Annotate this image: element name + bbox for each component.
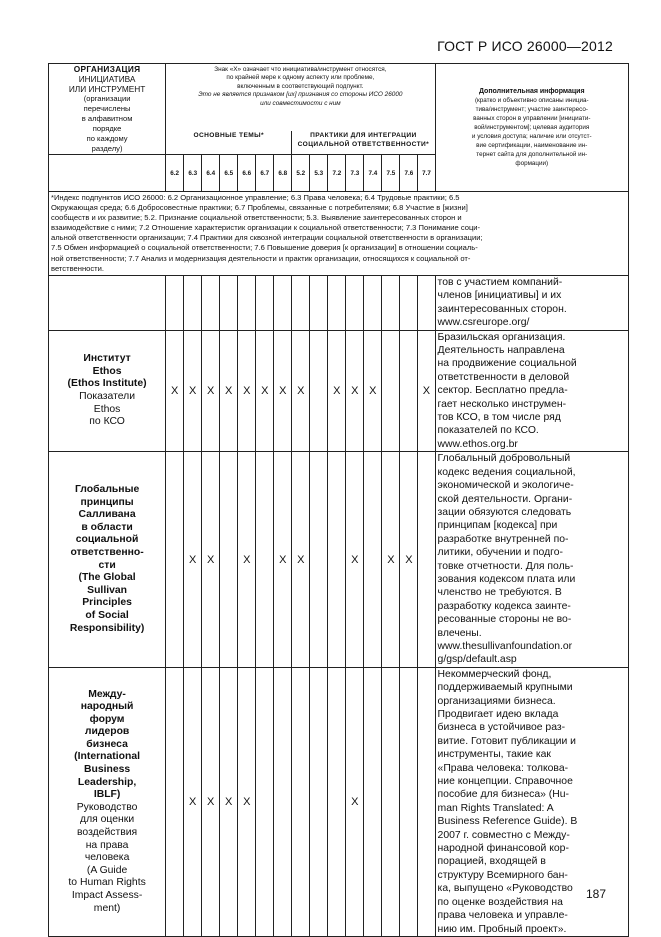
clause-code: 6.7 — [256, 155, 274, 192]
additional-info-cell — [435, 452, 628, 668]
info-line: Продвигает идею вклада — [437, 709, 559, 720]
clause-mark-cell — [400, 667, 418, 936]
info-line: литики, обучении и подго- — [437, 547, 563, 559]
info-line: инструменты, такие как — [437, 749, 551, 761]
info-line: кодекс ведения социальной, — [437, 466, 576, 478]
clause-mark-cell — [364, 276, 382, 331]
info-line: права человека и управле- — [437, 910, 568, 922]
clause-mark-cell — [310, 330, 328, 452]
clause-mark-cell: X — [166, 330, 184, 452]
info-line: на продвижение социальной — [437, 358, 577, 370]
website-url: www.ethos.org.br — [437, 438, 518, 450]
organization-name-line: Между- — [88, 688, 126, 700]
info-line: гает несколько инструмен- — [437, 398, 567, 410]
clause-code: 5.2 — [292, 155, 310, 192]
clause-mark-cell: X — [346, 330, 364, 452]
table-row — [49, 276, 629, 331]
info-line: порацией, входящей в — [437, 856, 546, 868]
core-subjects-group: ОСНОВНЫЕ ТЕМЫ* — [166, 131, 292, 154]
clause-mark-cell: X — [328, 330, 346, 452]
organization-name-line: сти — [98, 559, 116, 571]
instrument-name-line: человека — [84, 852, 130, 864]
info-line: народной финансовой кор- — [437, 843, 569, 855]
info-line: бизнеса в устойчивое раз- — [437, 722, 566, 734]
clause-mark-cell — [256, 667, 274, 936]
info-line: сектор. Бесплатно предла- — [437, 385, 568, 397]
clause-mark-cell: X — [220, 330, 238, 452]
additional-info-cell — [435, 330, 628, 452]
clause-mark-cell: X — [220, 667, 238, 936]
organization-name-line: Ethos — [92, 365, 122, 377]
clause-code: 6.2 — [166, 155, 184, 192]
clause-mark-cell: X — [238, 667, 256, 936]
organization-name-line: Глобальные — [74, 483, 140, 495]
organization-name-line: лидеров — [84, 726, 130, 738]
clause-mark-cell — [328, 667, 346, 936]
clause-mark-cell: X — [382, 452, 400, 668]
clause-mark-cell: X — [292, 330, 310, 452]
clause-code: 6.6 — [238, 155, 256, 192]
clause-mark-cell — [238, 276, 256, 331]
organization-name-line: Principles — [82, 597, 132, 609]
clause-mark-cell — [220, 452, 238, 668]
clause-mark-cell: X — [292, 452, 310, 668]
clause-code: 7.2 — [328, 155, 346, 192]
clause-mark-cell — [292, 667, 310, 936]
clause-mark-cell: X — [346, 452, 364, 668]
organization-name-line: бизнеса — [86, 738, 128, 750]
clause-mark-cell — [382, 330, 400, 452]
organization-name-line: ответственно- — [70, 546, 144, 558]
clause-code: 6.4 — [202, 155, 220, 192]
organization-name-line: Sullivan — [87, 584, 127, 596]
organization-name-line: в области — [81, 521, 133, 533]
info-line: зации обязуются следовать — [437, 506, 572, 518]
table-row — [49, 452, 629, 668]
info-line: тов КСО, в том числе ряд — [437, 412, 561, 424]
info-line: структуру Всемирного бан- — [437, 869, 568, 881]
clause-mark-cell — [310, 276, 328, 331]
info-line: Бразильская организация. — [437, 331, 566, 343]
org-column-title: ОРГАНИЗАЦИЯ ИНИЦИАТИВА ИЛИ ИНСТРУМЕНТ — [68, 64, 146, 94]
organization-name-line: народный — [80, 701, 134, 713]
instrument-name-line: (A Guide — [86, 864, 128, 876]
integration-practices-group: ПРАКТИКИ ДЛЯ ИНТЕГРАЦИИ СОЦИАЛЬНОЙ ОТВЕТСТВЕННОСТИ* — [292, 131, 435, 154]
info-line: членов [инициативы] и их — [437, 290, 562, 302]
clause-mark-cell — [418, 452, 435, 668]
organization-name-line: IBLF) — [93, 789, 121, 801]
clause-mark-cell — [220, 276, 238, 331]
clause-code: 7.5 — [382, 155, 400, 192]
clause-mark-cell — [328, 452, 346, 668]
info-line: нию им. Пробный проект». — [437, 923, 567, 935]
info-line: ка, выпущено «Руководство — [437, 883, 573, 895]
info-line: разработке внутренней по- — [437, 533, 569, 545]
organization-name-line: (The Global — [78, 572, 136, 584]
info-line: пособие для бизнеса» (Hu- — [437, 789, 569, 801]
header-row — [49, 64, 629, 132]
clause-mark-cell: X — [238, 452, 256, 668]
clause-mark-cell — [418, 667, 435, 936]
org-column-subtitle: (организации перечислены в алфавитном порядке по каждому разделу) — [81, 94, 133, 153]
clause-mark-cell — [166, 452, 184, 668]
clause-mark-cell — [274, 667, 292, 936]
clause-mark-cell — [310, 667, 328, 936]
table-row — [49, 667, 629, 936]
info-line: «Права человека: толкова- — [437, 762, 569, 774]
organization-name-line: Институт — [83, 353, 131, 365]
organization-name-line: принципы — [80, 496, 134, 508]
clause-mark-cell: X — [184, 667, 202, 936]
info-line: Деятельность направлена — [437, 345, 565, 357]
info-line: Business Reference Guide). В — [437, 816, 578, 828]
clause-mark-cell: X — [274, 330, 292, 452]
instrument-name-line: по КСО — [89, 416, 125, 428]
clause-code: 7.7 — [418, 155, 435, 192]
clause-mark-cell — [202, 276, 220, 331]
info-line: man Rights Translated: A — [437, 802, 554, 814]
instrument-name-line: Ethos — [93, 403, 121, 415]
info-line: зования кодексом плата или — [437, 573, 576, 585]
clause-mark-cell: X — [364, 330, 382, 452]
info-line: разработку кодекса заинте- — [437, 600, 571, 612]
info-column-title: Дополнительная информация — [478, 88, 585, 95]
page-number: 187 — [585, 887, 606, 901]
clause-code: 7.6 — [400, 155, 418, 192]
clause-mark-cell — [166, 276, 184, 331]
clause-mark-cell: X — [346, 667, 364, 936]
org-column-header — [49, 64, 166, 155]
organization-cell — [49, 330, 166, 452]
clause-mark-cell — [256, 276, 274, 331]
clause-mark-cell: X — [274, 452, 292, 668]
instrument-name-line: на права — [85, 839, 129, 851]
clause-mark-cell: X — [184, 452, 202, 668]
info-line: организациями бизнеса. — [437, 695, 556, 707]
clause-mark-cell: X — [202, 330, 220, 452]
instrument-name-line: to Human Rights — [68, 877, 146, 889]
clause-code: 6.3 — [184, 155, 202, 192]
organization-name-line: форум — [89, 713, 125, 725]
legend-row — [49, 192, 629, 276]
codes-row-spacer — [49, 155, 166, 192]
clause-mark-cell: X — [184, 330, 202, 452]
clause-index-legend: *Индекс подпунктов ИСО 26000: 6.2 Организационное управление; 6.3 Права человека; 6.4 Трудовые практики; 6.5 Окружающая среда; 6.6 Добросовестные практики; 6.7 Проблемы, связанные с потребителями; 6.8 Участие в [жизни] сообществ и их развитие; 5.2. Признание социальной ответственности; 5.3. Выявление заинтересованных сторон и взаимодействие с ними; 7.2 Отношение характеристик организации к социальной ответственности; 7.3 Понимание соци- альной ответственности организации; 7.4 Практики для сквозной интеграции социальной ответственности в организации; 7.5 Обмен информацией о социальной ответственности; 7.6 Повышение доверия [к организации] в отношении социаль- ной ответственности; 7.7 Анализ и модернизация деятельности и практик организации, относящихся к социальной от- ветственности. — [49, 192, 629, 276]
info-line: принципам [кодекса] при — [437, 520, 558, 532]
clause-mark-cell — [292, 276, 310, 331]
organization-name-line: (International — [74, 751, 140, 763]
document-code: ГОСТ Р ИСО 26000—2012 — [437, 38, 613, 54]
initiatives-table — [48, 63, 629, 937]
organization-name-line: социальной — [75, 534, 139, 546]
info-line: Глобальный добровольный — [437, 453, 571, 465]
clause-mark-cell — [364, 452, 382, 668]
clause-mark-cell — [382, 667, 400, 936]
organization-cell — [49, 667, 166, 936]
instrument-name-line: Impact Assess- — [71, 890, 143, 901]
clause-mark-cell — [346, 276, 364, 331]
organization-cell — [49, 452, 166, 668]
clause-mark-cell — [184, 276, 202, 331]
clause-mark-cell: X — [238, 330, 256, 452]
clause-mark-cell — [364, 667, 382, 936]
clause-mark-cell — [328, 276, 346, 331]
instrument-name-line: Руководство — [76, 801, 138, 813]
clause-mark-cell — [256, 452, 274, 668]
info-line: ской деятельности. Органи- — [437, 493, 573, 505]
clause-mark-cell: X — [256, 330, 274, 452]
instrument-name-line: ment) — [93, 902, 121, 914]
clause-code: 6.5 — [220, 155, 238, 192]
clause-mark-cell — [310, 452, 328, 668]
info-line: по оценке воздействия на — [437, 896, 563, 908]
website-url: www.thesullivanfoundation.or — [437, 640, 573, 652]
info-line: товке отчетности. Для поль- — [437, 560, 574, 572]
clause-mark-cell — [274, 276, 292, 331]
clause-code: 7.3 — [346, 155, 364, 192]
clause-mark-cell — [166, 667, 184, 936]
info-line: 2007 г. совместно с Между- — [437, 829, 570, 841]
info-line: ресованные стороны не во- — [437, 614, 572, 626]
organization-name-line: Салливана — [78, 509, 136, 521]
instrument-name-line: для оценки — [80, 814, 135, 826]
organization-name-line: Responsibility) — [69, 622, 145, 634]
clause-mark-cell — [400, 276, 418, 331]
organization-name-line: (Ethos Institute) — [67, 378, 147, 390]
info-line: ние концепции. Справочное — [437, 776, 573, 788]
website-url: www.csreurope.org/ — [437, 317, 530, 329]
info-line: тов с участием компаний- — [437, 277, 563, 288]
organization-cell — [49, 276, 166, 331]
info-line: поддерживаемый крупными — [437, 682, 573, 694]
info-line: показателей по КСО. — [437, 425, 539, 437]
clause-mark-cell — [382, 276, 400, 331]
clause-mark-cell — [418, 276, 435, 331]
instrument-name-line: воздействия — [77, 827, 138, 839]
info-line: Некоммерческий фонд, — [437, 668, 552, 680]
clause-code: 6.8 — [274, 155, 292, 192]
info-line: членство не требуются. В — [437, 587, 562, 599]
table-row — [49, 330, 629, 452]
info-line: экономической и экологиче- — [437, 480, 574, 492]
info-line: заинтересованных сторон. — [437, 303, 567, 315]
website-url: g/gsp/default.asp — [437, 654, 517, 666]
info-column-header: Дополнительная информация (кратко и объективно описаны инициа- тива/инструмент; участие заинтересо- ванных сторон в управлении [инициати- вой/инструментом]; целевая аудитория и условия доступа; наличие или отсутст- вие сертификации, наименование ин- тернет сайта для дополнительной ин- формации) — [435, 64, 628, 192]
clause-mark-cell: X — [202, 667, 220, 936]
organization-name-line: Business — [83, 764, 131, 776]
mark-explanation-note: Знак «X» означает что инициатива/инструмент относятся, по крайней мере к одному аспекту или проблеме, включенным в соответствующий подпункт. Это не является признаком [их] признания со стороны ИСО 26000 или совместимости с ним — [166, 64, 435, 132]
additional-info-cell — [435, 276, 628, 331]
info-line: влечены. — [437, 627, 482, 639]
clause-code: 7.4 — [364, 155, 382, 192]
organization-name-line: of Social — [85, 609, 129, 621]
clause-mark-cell: X — [400, 452, 418, 668]
clause-mark-cell: X — [418, 330, 435, 452]
clause-code: 5.3 — [310, 155, 328, 192]
clause-mark-cell: X — [202, 452, 220, 668]
info-line: ответственности в деловой — [437, 371, 570, 383]
clause-mark-cell — [400, 330, 418, 452]
instrument-name-line: Показатели — [79, 390, 136, 402]
organization-name-line: Leadership, — [77, 776, 137, 788]
info-line: витие. Готовит публикации и — [437, 735, 576, 747]
